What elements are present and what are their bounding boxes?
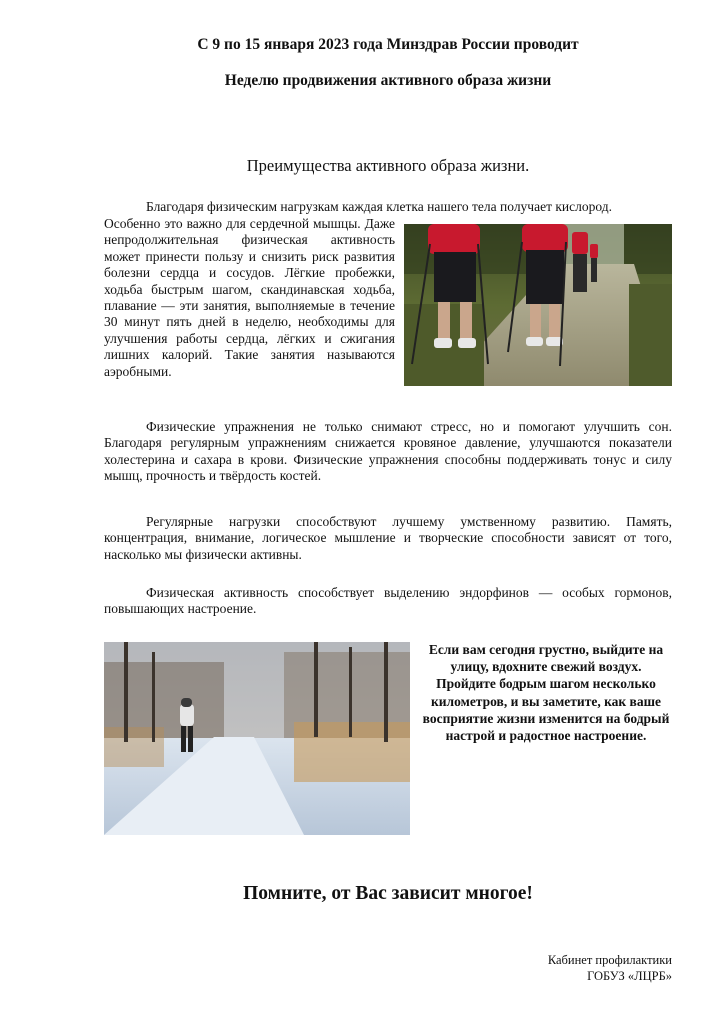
nordic-walking-photo <box>404 224 672 386</box>
signature-line-1: Кабинет профилактики <box>547 953 672 967</box>
paragraph-3: Регулярные нагрузки способствуют лучшему умственному развитию. Память, концентрация, внимание, логическое мышление и творческие способности зависят от того, насколько мы физически активны. <box>104 514 672 562</box>
paragraph-4: Физическая активность способствует выделению эндорфинов — особых гормонов, повышающих настроение. <box>104 585 672 617</box>
callout-text: Если вам сегодня грустно, выйдите на улицу, вдохните свежий воздух. Пройдите бодрым шагом несколько километров, и вы заметите, как ваше восприятие жизни изменится на бодрый настрой и радостное настроение. <box>422 642 670 744</box>
section-title: Преимущества активного образа жизни. <box>246 156 530 175</box>
winter-walk-photo <box>104 642 410 835</box>
header-line-1: С 9 по 15 января 2023 года Минздрав России проводит <box>197 36 579 53</box>
header-line-2: Неделю продвижения активного образа жизни <box>224 72 552 89</box>
paragraph-1-body: Особенно это важно для сердечной мышцы. Даже непродолжительная физическая активность может принести пользу и снизить риск развития болезни сердца и сосудов. Лёгкие пробежки, ходьба быстрым шагом, скандинавская ходьба, плавание — эти занятия, выполняемые в течение 30 минут пять дней в неделю, необходимы для улучшения работы сердца, лёгких и сжигания лишних калорий. Такие занятия называются аэробными. <box>104 216 395 379</box>
slogan: Помните, от Вас зависит многое! <box>243 883 533 904</box>
nordic-walking-illustration <box>404 224 672 386</box>
paragraph-2: Физические упражнения не только снимают стресс, но и помогают улучшить сон. Благодаря регулярным упражнениям снижается кровяное давление, улучшаются показатели холестерина и сахара в крови. Физические упражнения способны поддерживать тонус и силу мышц, прочность и твёрдость костей. <box>104 419 672 484</box>
winter-walk-illustration <box>104 642 410 835</box>
paragraph-1-first-line: Благодаря физическим нагрузкам каждая клетка нашего тела получает кислород. <box>146 199 612 214</box>
signature <box>548 952 672 984</box>
signature-line-2: ГОБУЗ «ЛЦРБ» <box>587 969 672 983</box>
